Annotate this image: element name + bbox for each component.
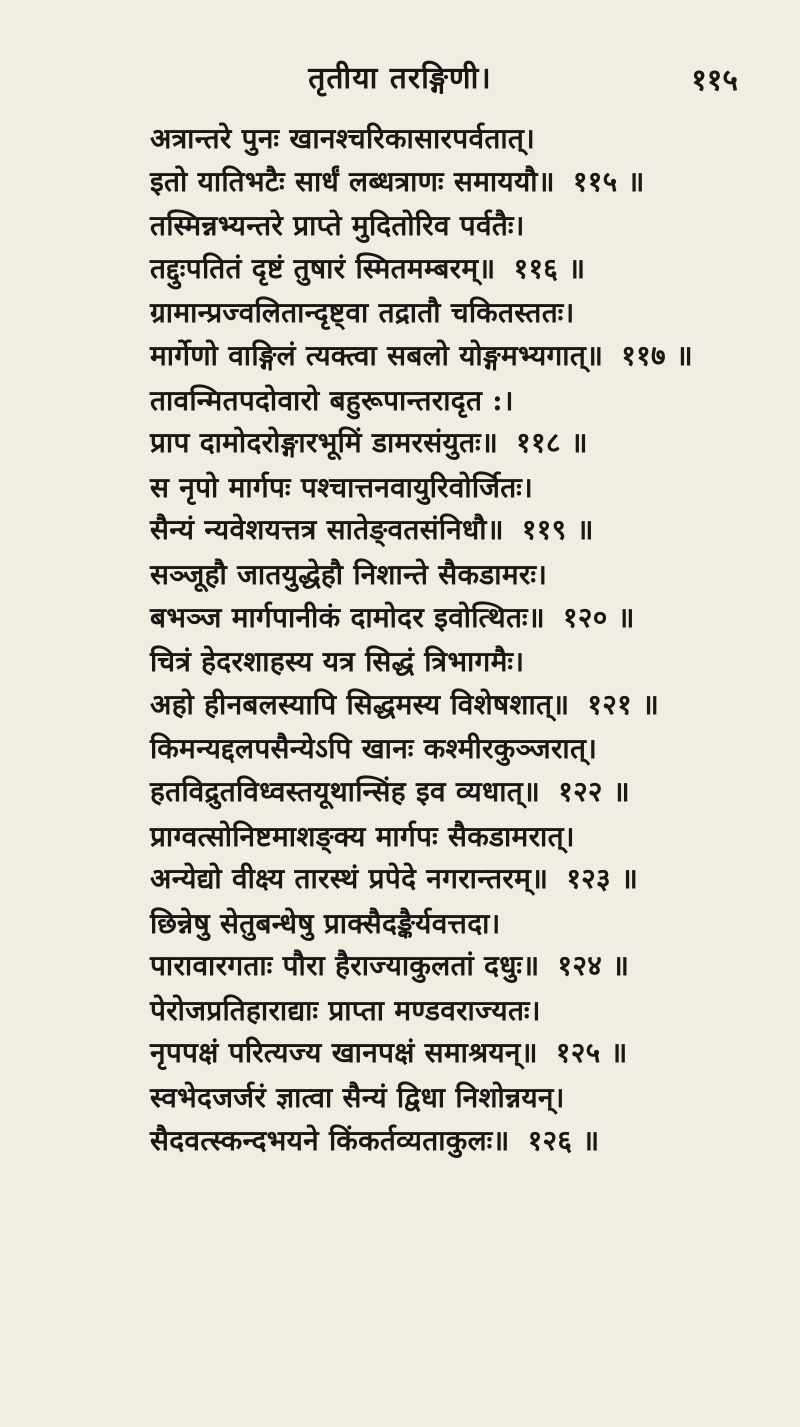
verse-line-text: प्राप दामोदरोङ्गारभूमिं डामरसंयुतः॥ [150, 426, 499, 460]
verse-number: ११६ ॥ [513, 251, 586, 285]
verse-122 [150, 728, 770, 813]
verse-number: १२४ ॥ [557, 949, 630, 983]
verse-line-text: हतविद्रुतविध्वस्तयूथान्सिंह इव व्यधात्॥ [150, 774, 541, 808]
verse-number-value: ११७ [621, 338, 666, 372]
verse-line [150, 205, 770, 248]
verse-text-block [150, 118, 770, 1164]
verse-126 [150, 1077, 770, 1162]
verse-number: १२२ ॥ [558, 774, 630, 808]
verse-number-value: १२१ [587, 687, 632, 721]
verse-line [150, 771, 770, 814]
verse-line [150, 597, 770, 640]
verse-line [150, 161, 770, 204]
verse-120 [150, 554, 770, 639]
verse-124 [150, 903, 770, 988]
verse-line [150, 641, 770, 684]
verse-line [150, 858, 770, 901]
verse-line [150, 990, 770, 1033]
verse-line-text: मार्गेणो वाङ्गिलं त्यक्त्वा सबलो योङ्गमभ्यगात्॥ [150, 338, 604, 372]
page-header [0, 56, 800, 116]
verse-number: ११८ ॥ [516, 426, 588, 460]
verse-number: १२३ ॥ [566, 862, 639, 896]
verse-line-text: अन्येद्यो वीक्ष्य तारस्थं प्रपेदे नगरान्तरम्॥ [150, 862, 549, 896]
verse-line-text: किमन्यद्दलपसैन्येऽपि खानः कश्मीरकुञ्जरात्। [150, 732, 598, 766]
verse-number: १२५ ॥ [555, 1036, 628, 1070]
verse-line-text: चित्रं हेदरशाहस्य यत्र सिद्धं त्रिभागमैः। [150, 645, 525, 679]
verse-number-value: १२२ [558, 774, 603, 808]
verse-line-text: स्वभेदजर्जरं ज्ञात्वा सैन्यं द्विधा निशोन्नयन्। [150, 1081, 565, 1115]
verse-line-text: तावन्मितपदोवारो बहुरूपान्तरादृत :। [150, 383, 514, 417]
verse-number: ११७ ॥ [621, 338, 693, 372]
verse-number-value: ११८ [516, 426, 561, 460]
verse-line [150, 1077, 770, 1120]
verse-number: १२६ ॥ [527, 1123, 600, 1157]
verse-118 [150, 380, 770, 465]
verse-line [150, 816, 770, 859]
verse-line [150, 248, 770, 291]
verse-line-text: इतो यातिभटैः सार्धं लब्धत्राणः समाययौ॥ [150, 164, 555, 198]
verse-119 [150, 467, 770, 552]
verse-line-text: छिन्नेषु सेतुबन्धेषु प्राक्सैदङ्कैर्यवत्तदा। [150, 906, 501, 940]
verse-number-value: १२५ [555, 1036, 601, 1070]
verse-125 [150, 990, 770, 1075]
verse-line-text: पारावारगताः पौरा हैराज्याकुलतां दधुः॥ [150, 949, 540, 983]
verse-line-text: अहो हीनबलस्यापि सिद्धमस्य विशेषशात्॥ [150, 687, 570, 721]
verse-line [150, 118, 770, 161]
verse-117 [150, 292, 770, 377]
verse-number-value: ११६ [513, 251, 559, 285]
verse-line-text: स नृपो मार्गपः पश्चात्तनवायुरिवोर्जितः। [150, 470, 534, 504]
verse-line-text: अत्रान्तरे पुनः खानश्चरिकासारपर्वतात्। [150, 122, 536, 155]
verse-line [150, 684, 770, 727]
verse-line-text: सैदवत्स्कन्दभयने किंकर्तव्यताकुलः॥ [150, 1123, 510, 1157]
verse-number: १२१ ॥ [587, 687, 660, 721]
running-title: तृतीया तरङ्गिणी। [308, 61, 492, 96]
verse-line [150, 728, 770, 771]
verse-line-text: ग्रामान्प्रज्वलितान्दृष्ट्वा तद्रातौ चकितस्ततः। [150, 296, 575, 330]
verse-line [150, 380, 770, 423]
verse-line [150, 1120, 770, 1163]
verse-line [150, 903, 770, 946]
verse-line [150, 467, 770, 510]
verse-line [150, 1032, 770, 1075]
verse-number-value: १२४ [557, 949, 603, 983]
verse-number-value: १२३ [566, 862, 611, 896]
verse-line-text: तद्दुःपतितं दृष्टं तुषारं स्मितमम्बरम्॥ [150, 251, 496, 285]
verse-line-text: तस्मिन्नभ्यन्तरे प्राप्ते मुदितोरिव पर्वतैः। [150, 209, 525, 243]
verse-number: ११५ ॥ [572, 164, 645, 198]
verse-line [150, 509, 770, 552]
verse-line-text: नृपपक्षं परित्यज्य खानपक्षं समाश्रयन्॥ [150, 1036, 538, 1070]
verse-line-text: सैन्यं न्यवेशयत्तत्र सातेङ्वतसंनिधौ॥ [150, 513, 504, 547]
verse-line [150, 554, 770, 597]
verse-line [150, 292, 770, 335]
verse-number-value: ११९ [521, 513, 567, 547]
verse-line [150, 422, 770, 465]
verse-number: १२० ॥ [563, 600, 635, 634]
verse-number-value: १२६ [527, 1123, 573, 1157]
verse-116 [150, 205, 770, 290]
verse-number-value: ११५ [572, 164, 618, 198]
verse-121 [150, 641, 770, 726]
verse-line [150, 945, 770, 988]
verse-number: ११९ ॥ [521, 513, 594, 547]
page-number: ११५ [691, 63, 738, 98]
verse-line-text: प्राग्वत्सोनिष्टमाशङ्क्य मार्गपः सैकडामरात्। [150, 819, 575, 853]
verse-115 [150, 118, 770, 203]
verse-line-text: सञ्जूहौ जातयुद्धेहौ निशान्ते सैकडामरः। [150, 557, 548, 591]
verse-123 [150, 816, 770, 901]
verse-line-text: पेरोजप्रतिहाराद्याः प्राप्ता मण्डवराज्यतः। [150, 993, 541, 1027]
verse-number-value: १२० [563, 600, 608, 634]
verse-line-text: बभञ्ज मार्गपानीकं दामोदर इवोत्थितः॥ [150, 600, 545, 634]
verse-line [150, 335, 770, 378]
